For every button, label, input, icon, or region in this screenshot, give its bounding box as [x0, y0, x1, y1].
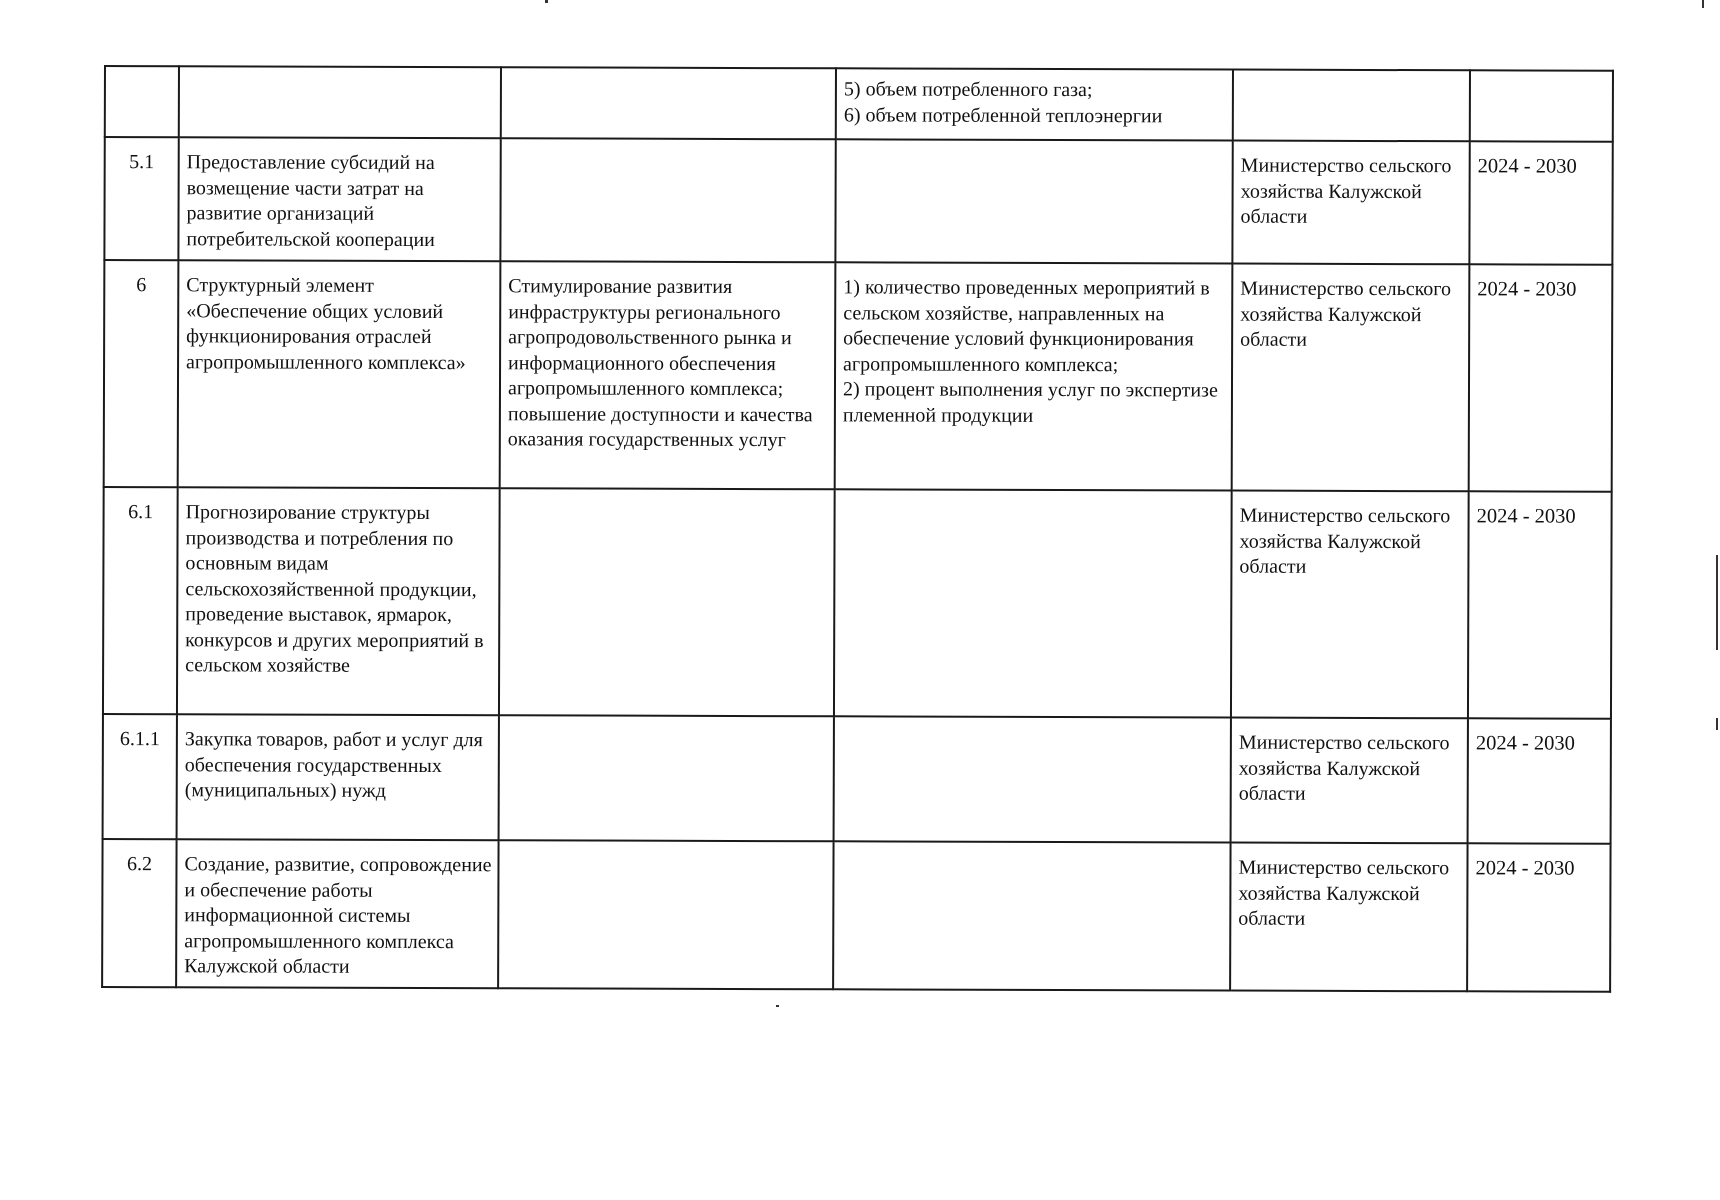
- measure-name-cell: [179, 66, 501, 138]
- measure-name-cell: Закупка товаров, работ и услуг для обеспечения государственных (муниципальных) нужд: [177, 714, 499, 840]
- indicators-cell: 5) объем потребленного газа; 6) объем потребленной теплоэнергии: [836, 68, 1233, 140]
- scan-artifact: [545, 0, 548, 3]
- table-row: [102, 839, 1610, 992]
- indicators-cell: [833, 841, 1230, 990]
- period-cell: 2024 - 2030: [1468, 491, 1612, 718]
- task-cell: Стимулирование развития инфраструктуры регионального агропродовольственного рынка и информационного обеспечения агропромышленного комплекса; повышение доступности и качества оказания государственных услуг: [500, 261, 836, 489]
- program-table: [101, 65, 1614, 993]
- period-cell: 2024 - 2030: [1467, 843, 1610, 991]
- task-cell: [501, 67, 836, 139]
- responsible-cell: Министерство сельского хозяйства Калужской области: [1231, 718, 1468, 844]
- indicators-cell: [835, 139, 1232, 263]
- scan-artifact: [1716, 718, 1718, 730]
- measure-name-cell: Структурный элемент «Обеспечение общих условий функционирования отраслей агропромышленного комплекса»: [178, 260, 501, 488]
- responsible-cell: Министерство сельского хозяйства Калужской области: [1231, 491, 1469, 719]
- indicators-cell: [834, 489, 1232, 717]
- scan-artifact: [1716, 555, 1718, 650]
- task-cell: [499, 488, 835, 716]
- table-row: [104, 137, 1612, 265]
- responsible-cell: Министерство сельского хозяйства Калужской области: [1230, 843, 1467, 992]
- scan-artifact: [776, 1005, 779, 1007]
- table-row: [103, 487, 1612, 719]
- period-cell: [1470, 70, 1613, 141]
- responsible-cell: Министерство сельского хозяйства Калужской области: [1232, 141, 1469, 265]
- indicators-cell: [834, 716, 1231, 842]
- task-cell: [498, 840, 833, 989]
- row-number-cell: 6.2: [102, 839, 176, 987]
- row-number-cell: [105, 66, 179, 137]
- measure-name-cell: Создание, развитие, сопровождение и обеспечение работы информационной системы агропромышленного комплекса Калужской области: [176, 839, 498, 988]
- row-number-cell: 6.1: [103, 487, 178, 714]
- responsible-cell: Министерство сельского хозяйства Калужской области: [1232, 264, 1470, 492]
- row-number-cell: 6: [104, 260, 179, 487]
- table-row: [104, 260, 1613, 492]
- period-cell: 2024 - 2030: [1469, 264, 1613, 491]
- responsible-cell: [1233, 70, 1470, 142]
- period-cell: 2024 - 2030: [1468, 718, 1611, 843]
- table-row: [105, 66, 1613, 142]
- measure-name-cell: Предоставление субсидий на возмещение части затрат на развитие организаций потребительской кооперации: [178, 137, 500, 261]
- row-number-cell: 5.1: [104, 137, 178, 260]
- row-number-cell: 6.1.1: [103, 714, 177, 839]
- table-row: [103, 714, 1611, 844]
- scan-artifact: [1702, 0, 1704, 8]
- task-cell: [499, 715, 834, 841]
- task-cell: [500, 138, 835, 262]
- measure-name-cell: Прогнозирование структуры производства и потребления по основным видам сельскохозяйственной продукции, проведение выставок, ярмарок, конкурсов и других мероприятий в сельском хозяйстве: [177, 487, 500, 715]
- period-cell: 2024 - 2030: [1469, 141, 1612, 264]
- indicators-cell: 1) количество проведенных мероприятий в сельском хозяйстве, направленных на обеспечение условий функционирования агропромышленного комплекса; 2) процент выполнения услуг по экспертизе племенной продукции: [835, 262, 1233, 490]
